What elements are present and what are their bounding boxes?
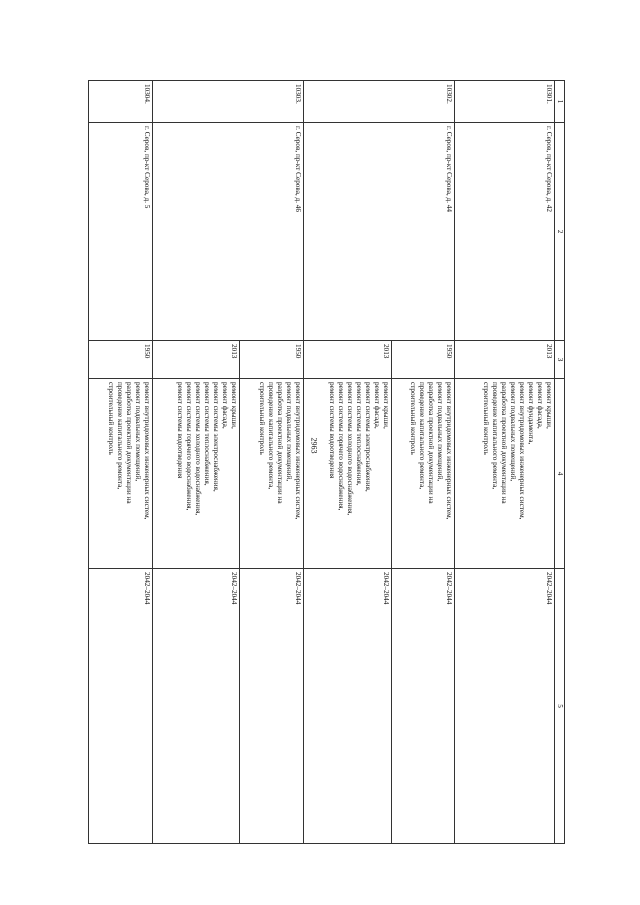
header-col-2: 2 — [555, 123, 565, 341]
period: 2042–2044 — [240, 569, 304, 844]
page-number: 2963 — [309, 437, 319, 454]
header-col-1: 1 — [555, 81, 565, 123]
header-col-3: 3 — [555, 341, 565, 379]
table-row — [455, 81, 555, 844]
address: г. Серов, пр-кт Серова, д. 5 — [89, 123, 153, 341]
build-year: 2013 — [152, 341, 240, 379]
address: г. Серов, пр-кт Серова, д. 44 — [304, 123, 455, 341]
header-col-5: 5 — [555, 569, 565, 844]
row-number: 10302. — [304, 81, 455, 123]
period: 2042–2044 — [89, 569, 153, 844]
row-number: 10301. — [455, 81, 555, 123]
build-year: 1950 — [240, 341, 304, 379]
address: г. Серов, пр-кт Серова, д. 42 — [455, 123, 555, 341]
rotated-table-wrapper — [88, 80, 565, 844]
period: 2042–2044 — [455, 569, 555, 844]
build-year: 2013 — [455, 341, 555, 379]
works-list: ремонт внутридомовых инженерных систем, ремонт подвальных помещений, разработка проектной документации на проведение капитального ремонта, строительный контроль — [89, 379, 153, 569]
header-row — [555, 81, 565, 844]
works-list: ремонт внутридомовых инженерных систем, ремонт подвальных помещений, разработка проектной документации на проведение капитального ремонта, строительный контроль — [391, 379, 455, 569]
table-row — [89, 81, 153, 844]
address: г. Серов, пр-кт Серова, д. 46 — [152, 123, 303, 341]
build-year: 1950 — [391, 341, 455, 379]
works-list: ремонт крыши, ремонт фасада, ремонт фундамента, ремонт внутридомовых инженерных систем, ремонт подвальных помещений, разработка проектной документации на проведение капитального ремонта, строительный контроль — [455, 379, 555, 569]
works-list: ремонт внутридомовых инженерных систем, ремонт подвальных помещений, разработка проектной документации на проведение капитального ремонта, строительный контроль — [240, 379, 304, 569]
row-number: 10303. — [152, 81, 303, 123]
table-row — [240, 81, 304, 844]
period: 2042–2044 — [152, 569, 240, 844]
table-row — [391, 81, 455, 844]
header-col-4: 4 — [555, 379, 565, 569]
period: 2042–2044 — [304, 569, 392, 844]
works-list: ремонт крыши, ремонт фасада, ремонт системы электроснабжения, ремонт системы теплоснабжения, ремонт системы холодного водоснабжения, ремонт системы горячего водоснабжения, ремонт системы водоотведения — [152, 379, 240, 569]
period: 2042–2044 — [391, 569, 455, 844]
works-list: ремонт крыши, ремонт фасада, ремонт системы электроснабжения, ремонт системы теплоснабжения, ремонт системы холодного водоснабжения, ремонт системы горячего водоснабжения, ремонт системы водоотведения — [304, 379, 392, 569]
build-year: 2013 — [304, 341, 392, 379]
repair-schedule-table — [88, 80, 565, 844]
build-year: 1950 — [89, 341, 153, 379]
row-number: 10304. — [89, 81, 153, 123]
